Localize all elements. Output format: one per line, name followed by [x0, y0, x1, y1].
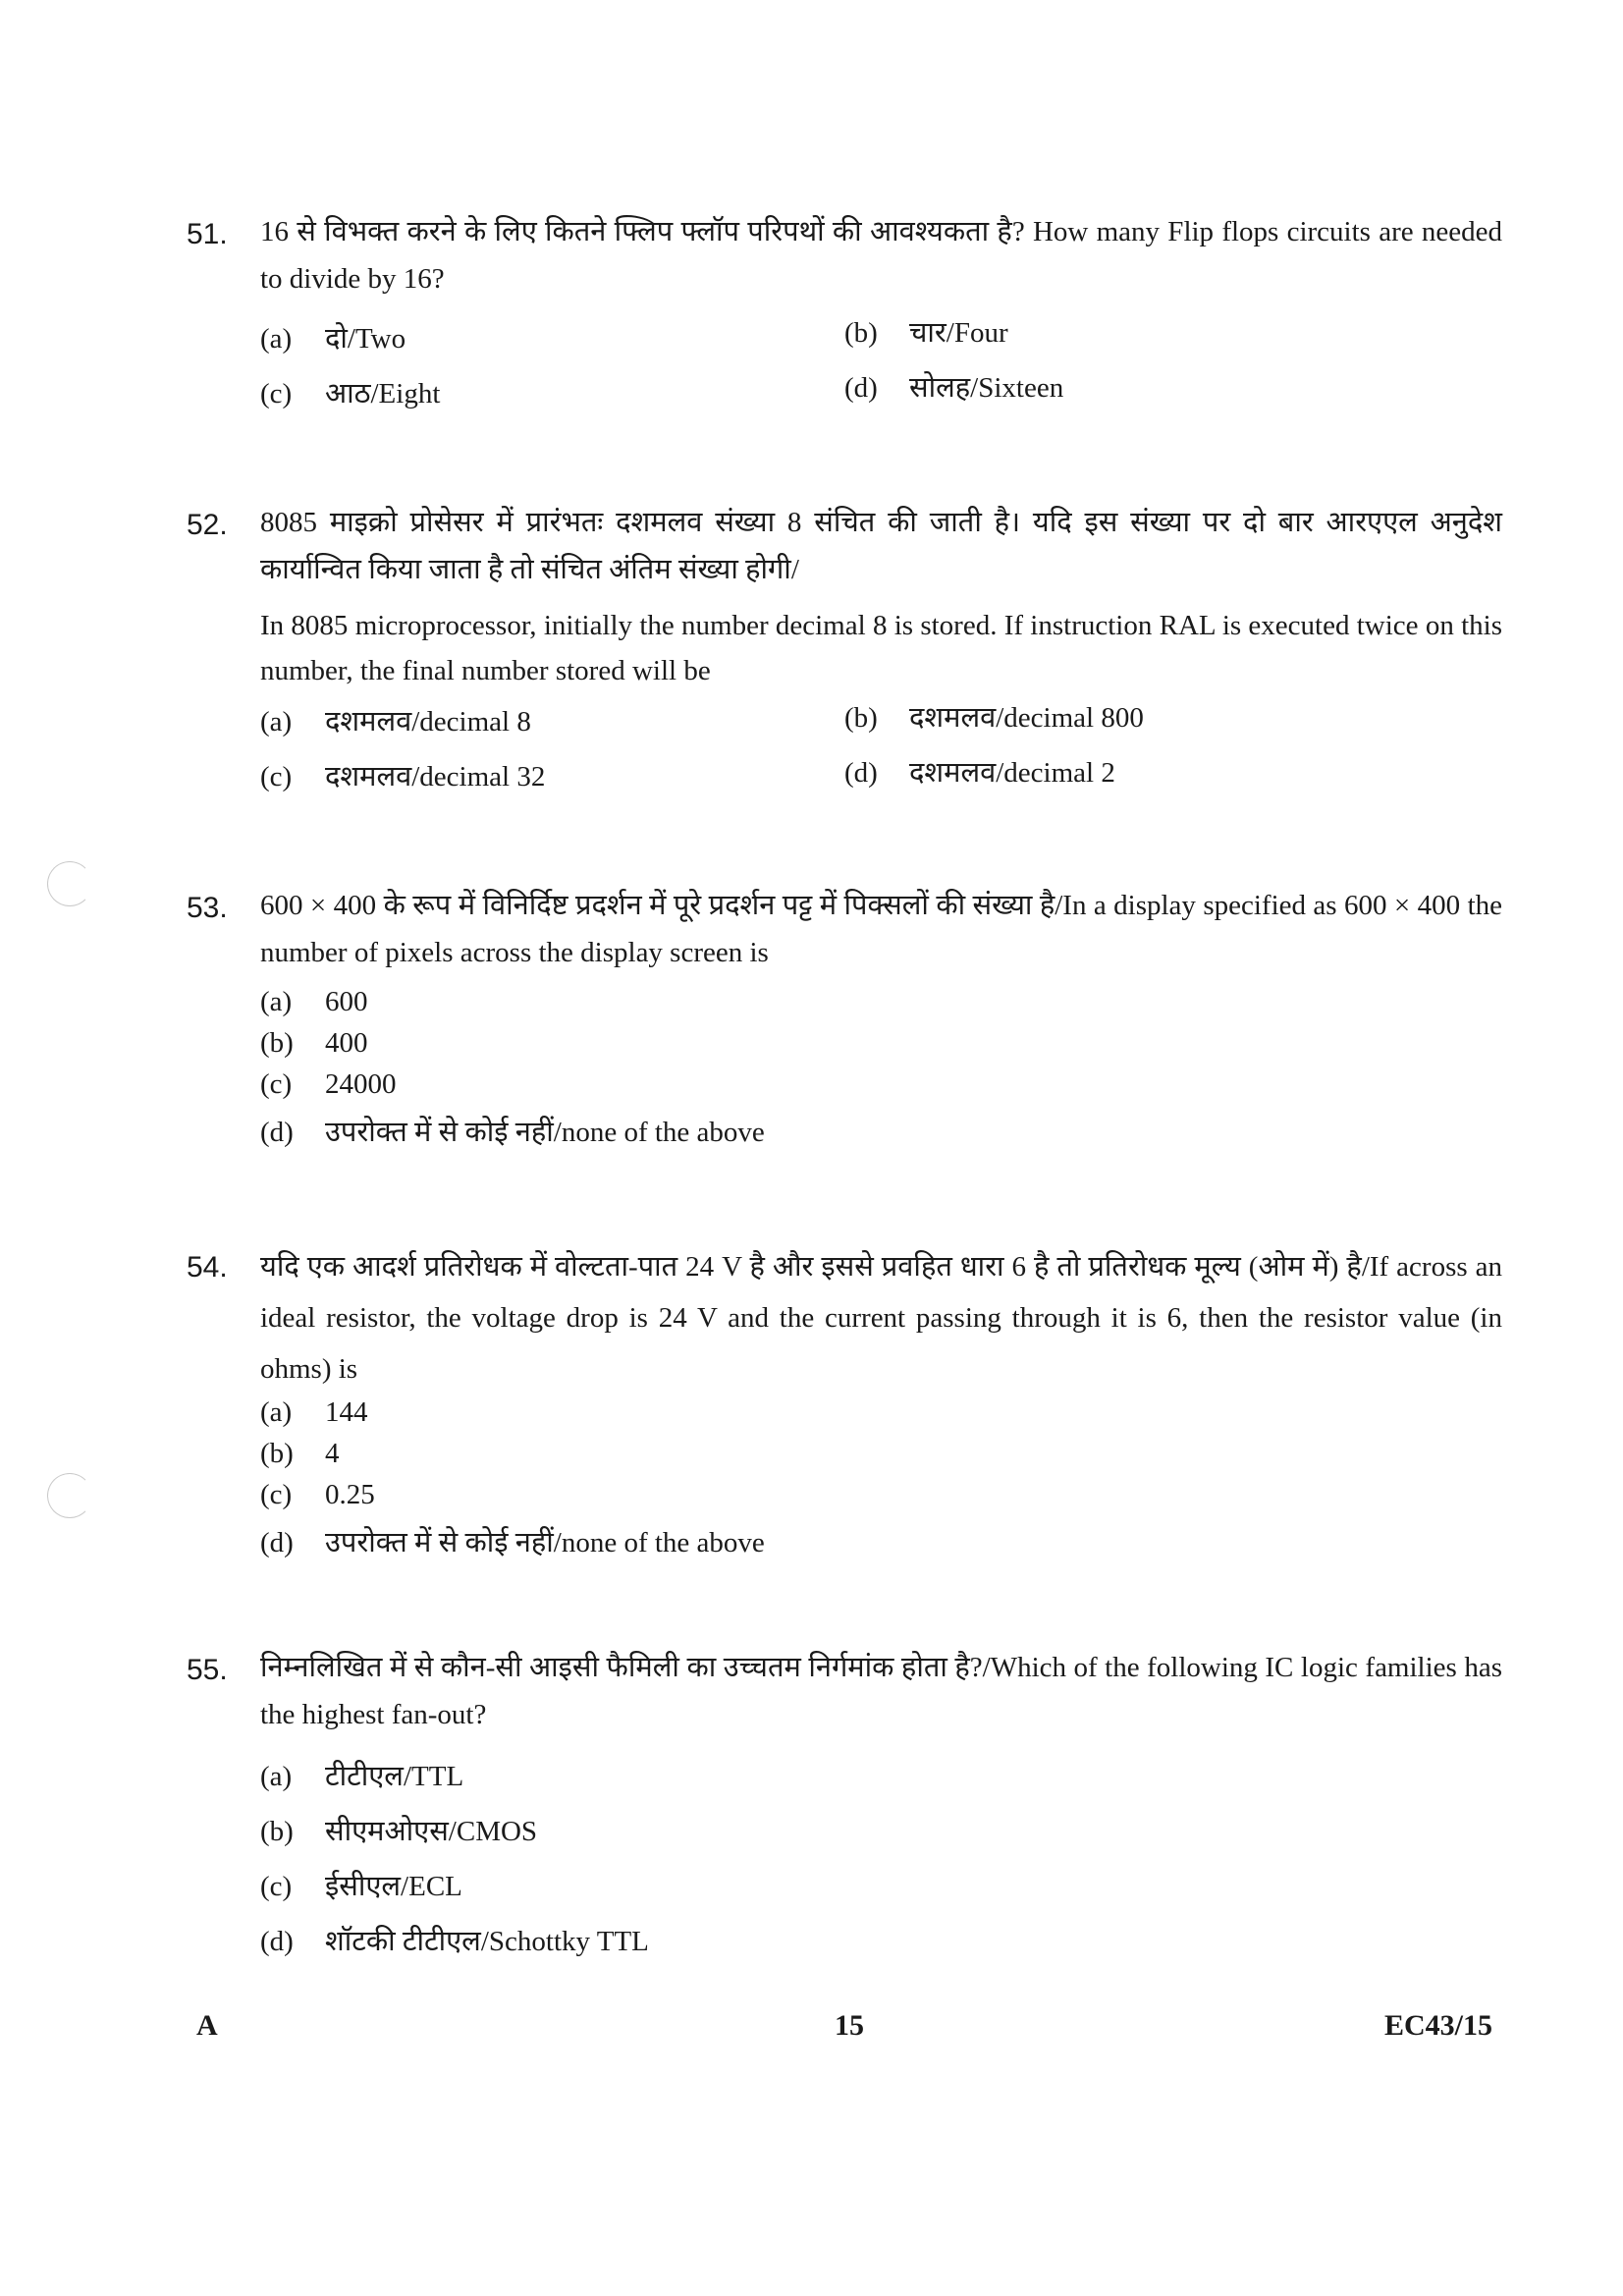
option-label: (a) — [260, 1761, 293, 1792]
question-text: निम्नलिखित में से कौन-सी आइसी फैमिली का उच्चतम निर्गमांक होता है?/Which of the following IC logic families has the highest fan-out? — [260, 1652, 1502, 1730]
option-b — [260, 1438, 340, 1470]
option-label: (b) — [260, 1027, 294, 1059]
option-text: दशमलव/decimal 800 — [909, 702, 1144, 734]
option-label: (b) — [844, 317, 878, 349]
question-text: 16 से विभक्त करने के लिए कितने फ्लिप फ्लॉप परिपथों की आवश्यकता है? How many Flip flops circuits are needed to divide by 16? — [260, 216, 1502, 295]
punch-hole-top — [47, 861, 92, 906]
question-text-hindi: 8085 माइक्रो प्रोसेसर में प्रारंभतः दशमलव संख्या 8 संचित की जाती है। यदि इस संख्या पर दो बार आरएएल अनुदेश कार्यान्वित किया जाता है तो संचित अंतिम संख्या होगी/ — [260, 507, 1502, 585]
option-d — [260, 1921, 649, 1959]
question-number: 52. — [187, 509, 228, 541]
footer-page-number: 15 — [835, 2009, 864, 2042]
footer-series: A — [196, 2009, 218, 2042]
option-text: 24000 — [325, 1068, 397, 1100]
option-label: (c) — [260, 761, 293, 793]
option-d — [260, 1522, 765, 1560]
option-text: टीटीएल/TTL — [325, 1761, 464, 1792]
option-label: (a) — [260, 706, 293, 738]
option-label: (d) — [260, 1117, 294, 1148]
option-a — [260, 986, 368, 1018]
option-a — [260, 1396, 368, 1429]
option-c — [260, 1866, 462, 1904]
option-label: (b) — [844, 702, 878, 734]
option-label: (d) — [260, 1926, 294, 1957]
option-text: दशमलव/decimal 2 — [909, 757, 1115, 789]
option-a — [260, 318, 406, 356]
punch-hole-bottom — [47, 1473, 92, 1518]
option-text: दो/Two — [325, 323, 406, 355]
option-label: (d) — [260, 1527, 294, 1558]
option-c — [260, 756, 545, 794]
option-a — [260, 1756, 463, 1794]
option-d — [844, 752, 1115, 791]
option-a — [260, 701, 531, 739]
question-number: 51. — [187, 218, 228, 250]
option-b — [844, 697, 1144, 736]
option-text: सोलह/Sixteen — [909, 372, 1064, 404]
option-label: (b) — [260, 1816, 294, 1847]
option-label: (c) — [260, 1871, 293, 1902]
option-text: 0.25 — [325, 1479, 375, 1510]
question-text-english: In 8085 microprocessor, initially the number decimal 8 is stored. If instruction RAL is executed twice on this number, the final number stored will be — [260, 610, 1502, 686]
option-b — [844, 312, 1008, 351]
option-label: (c) — [260, 1479, 293, 1510]
option-text: शॉटकी टीटीएल/Schottky TTL — [325, 1926, 649, 1957]
option-label: (d) — [844, 757, 878, 789]
option-label: (d) — [844, 372, 878, 404]
option-text: उपरोक्त में से कोई नहीं/none of the above — [325, 1527, 765, 1558]
option-label: (c) — [260, 378, 293, 410]
option-label: (c) — [260, 1068, 293, 1100]
option-text: 4 — [325, 1438, 340, 1469]
option-text: 400 — [325, 1027, 368, 1059]
option-b — [260, 1811, 537, 1849]
option-text: ईसीएल/ECL — [325, 1871, 462, 1902]
option-label: (a) — [260, 986, 293, 1017]
option-text: चार/Four — [909, 317, 1008, 349]
footer-paper-code: EC43/15 — [1384, 2009, 1493, 2042]
option-text: दशमलव/decimal 32 — [325, 761, 546, 793]
option-d — [260, 1112, 765, 1150]
option-label: (a) — [260, 323, 293, 355]
option-c — [260, 373, 440, 411]
option-text: 144 — [325, 1396, 368, 1428]
question-number: 53. — [187, 892, 228, 924]
option-text: उपरोक्त में से कोई नहीं/none of the above — [325, 1117, 765, 1148]
question-number: 54. — [187, 1251, 228, 1284]
option-text: दशमलव/decimal 8 — [325, 706, 531, 738]
option-c — [260, 1479, 375, 1511]
option-text: 600 — [325, 986, 368, 1017]
option-label: (a) — [260, 1396, 293, 1428]
question-number: 55. — [187, 1654, 228, 1686]
option-b — [260, 1027, 368, 1060]
question-text: यदि एक आदर्श प्रतिरोधक में वोल्टता-पात 24 V है और इससे प्रवहित धारा 6 है तो प्रतिरोधक मूल्य (ओम में) है/If across an ideal resistor, the voltage drop is 24 V and the current passing through it is 6, then the resistor value (in ohms) is — [260, 1251, 1502, 1385]
option-label: (b) — [260, 1438, 294, 1469]
option-d — [844, 367, 1063, 406]
question-text: 600 × 400 के रूप में विनिर्दिष्ट प्रदर्शन में पूरे प्रदर्शन पट्ट में पिक्सलों की संख्या है/In a display specified as 600 × 400 the number of pixels across the display screen is — [260, 890, 1502, 968]
option-text: आठ/Eight — [325, 378, 441, 410]
option-c — [260, 1068, 397, 1101]
option-text: सीएमओएस/CMOS — [325, 1816, 538, 1847]
